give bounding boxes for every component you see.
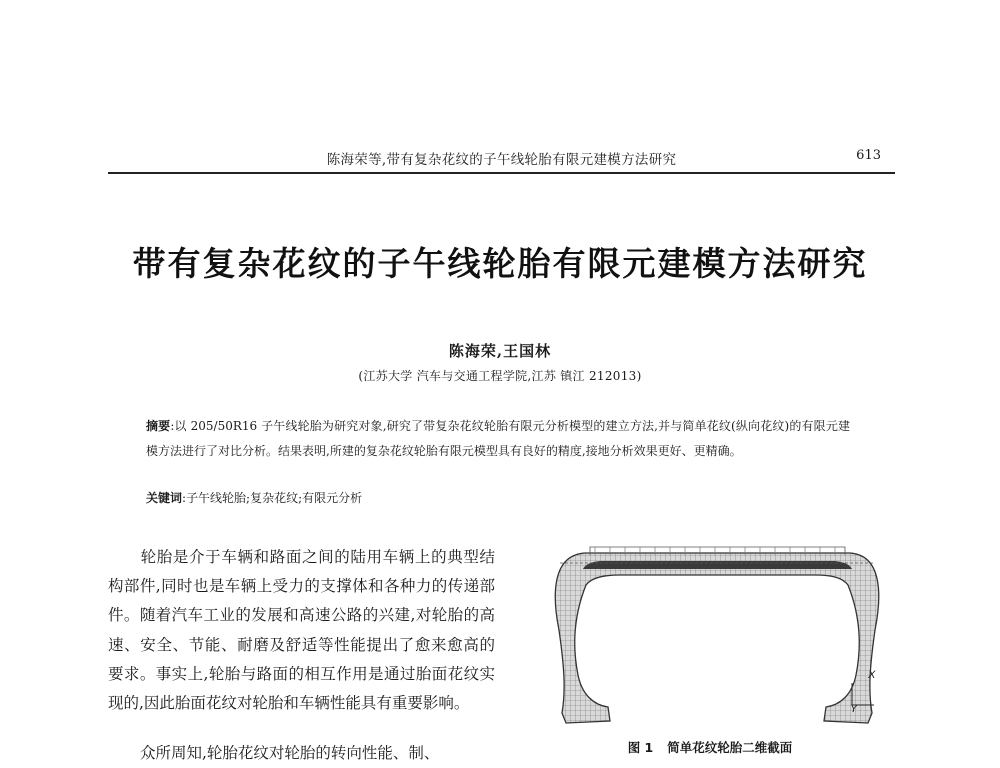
- belt-layer: [583, 561, 852, 569]
- axis-x-label: X: [868, 669, 876, 681]
- authors: 陈海荣,王国林: [448, 342, 552, 360]
- running-title: 陈海荣等,带有复杂花纹的子午线轮胎有限元建模方法研究: [326, 152, 677, 168]
- tire-cross-section-figure: [530, 535, 895, 735]
- figure-caption-text: 简单花纹轮胎二维截面: [667, 740, 793, 755]
- body-paragraph-1: [108, 543, 495, 718]
- keywords-label: 关键词: [146, 491, 183, 505]
- tire-section-mesh: [555, 547, 878, 723]
- keywords: [146, 489, 850, 506]
- tire-outline: [555, 553, 878, 723]
- abstract: [146, 414, 850, 464]
- body-paragraph-1-text: 轮胎是介于车辆和路面之间的陆用车辆上的典型结构部件,同时也是车辆上受力的支撑体和各种力的传递部件。随着汽车工业的发展和高速公路的兴建,对轮胎的高速、安全、节能、耐磨及舒适等性能提出了愈来愈高的要求。事实上,轮胎与路面的相互作用是通过胎面花纹实现的,因此胎面花纹对轮胎和车辆性能具有重要影响。: [108, 548, 495, 713]
- affiliation: (江苏大学 汽车与交通工程学院,江苏 镇江 212013): [358, 369, 642, 383]
- body-paragraph-2: [108, 739, 495, 768]
- abstract-text: :以 205/50R16 子午线轮胎为研究对象,研究了带复杂花纹轮胎有限元分析模型的建立方法,并与简单花纹(纵向花纹)的有限元建模方法进行了对比分析。结果表明,所建的复杂花纹轮胎有限元模型具有良好的精度,接地分析效果更好、更精确。: [146, 419, 850, 458]
- keywords-text: :子午线轮胎;复杂花纹;有限元分析: [182, 491, 363, 505]
- axis-y-label: Y: [850, 703, 858, 715]
- figure-caption: [560, 738, 860, 756]
- figure-number: 图 1: [627, 740, 654, 755]
- header-rule: [108, 172, 895, 174]
- paper-title: 带有复杂花纹的子午线轮胎有限元建模方法研究: [132, 244, 868, 283]
- abstract-label: 摘要: [146, 419, 171, 433]
- page-number: 613: [856, 148, 881, 163]
- running-head: [108, 146, 895, 168]
- body-paragraph-2-text: 众所周知,轮胎花纹对轮胎的转向性能、制、: [140, 744, 440, 762]
